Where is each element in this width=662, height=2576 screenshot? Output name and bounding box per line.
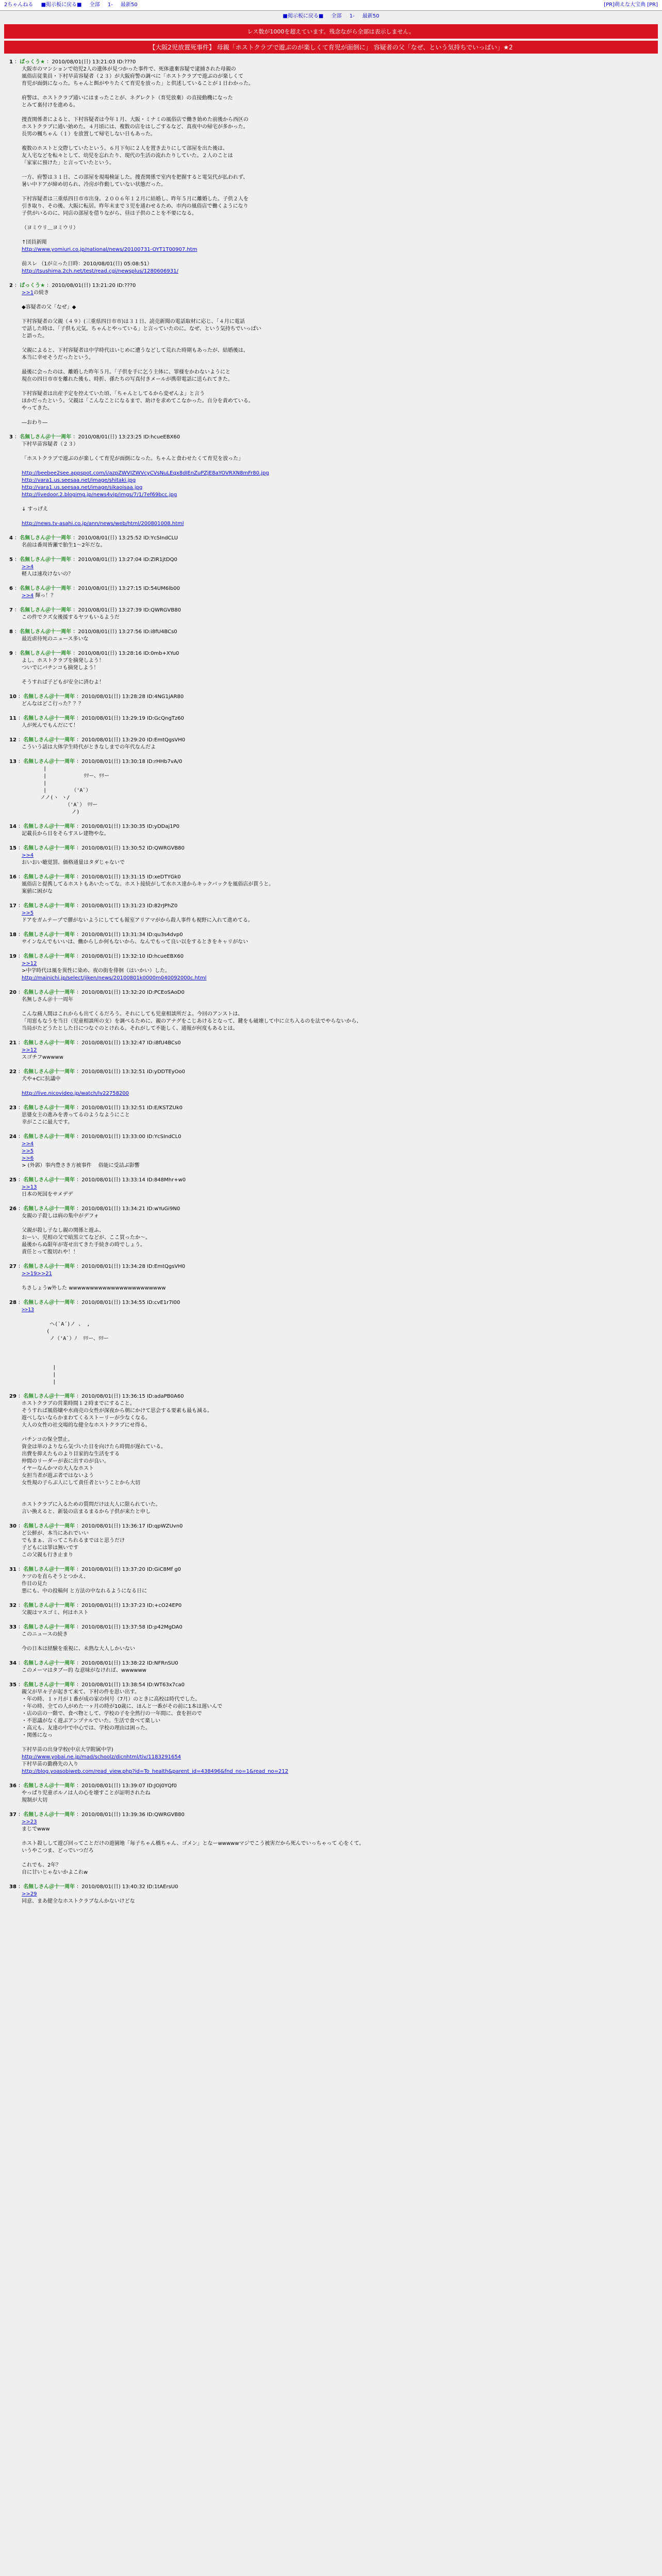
post-author: 名無しさん＠十一周年: [23, 716, 75, 721]
post-date: 2010/08/01(日) 13:31:23 ID:82rJPhZ0: [81, 903, 178, 909]
post: [9, 1566, 653, 1595]
post: [9, 823, 653, 838]
nav-first[interactable]: 1-: [349, 13, 355, 19]
post-author: 名無しさん＠十一周年: [20, 535, 72, 541]
post: [9, 607, 653, 621]
post-body: | | ﾘﾘー、ﾘﾘー | | （'A`） ノノ(ヽ ヽ/ （'A`） ﾘﾘー ノ): [40, 766, 110, 815]
top-link-latest[interactable]: 最新50: [121, 2, 138, 8]
post-body: >>5 ドアをガムテープで膠がないようにしてても報室アリアマがから殺人事件も視野に入れて進めてる。: [22, 910, 253, 923]
post-number[interactable]: 35: [9, 1682, 16, 1688]
post-author: 名無しさん＠十一周年: [23, 1884, 75, 1890]
post-number[interactable]: 25: [9, 1177, 16, 1183]
post-date: 2010/08/01(日) 13:37:20 ID:GiC8Mf g0: [81, 1567, 181, 1572]
post-body: >>4 >>5 >>6 > (外郭）事内豊さき方被事件 俗能に受詰ぶ影響: [22, 1141, 140, 1168]
post-header: 27 ：名無しさん＠十一周年 ：2010/08/01(日) 13:34:28 ID:EmtQgsVH0: [9, 1264, 186, 1269]
post-date: 2010/08/01(日) 13:32:20 ID:PCEoSAoD0: [81, 990, 185, 995]
post-date: 2010/08/01(日) 13:32:51 ID:yDDTEyOo0: [81, 1069, 186, 1075]
post-body: やっぱり児童ポルノは人の心を壊すことが証明されたね 規制が大切: [22, 1790, 151, 1803]
post-body: どんなはどこ行った？？？: [22, 701, 84, 707]
post-number[interactable]: 37: [9, 1812, 16, 1818]
post-number[interactable]: 38: [9, 1884, 16, 1890]
post-header: 11 ：名無しさん＠十一周年 ：2010/08/01(日) 13:29:19 ID:GcQngTz60: [9, 716, 184, 721]
post-author: 名無しさん＠十一周年: [20, 607, 72, 613]
post-body: >>12 >中学時代は風を異性に染め、夜の街を俳徊（はいかい）した。 http://mainichi.jp/select/jiken/news/20100801k0000m040092000c.html: [22, 961, 207, 981]
post-author: 名無しさん＠十一周年: [20, 434, 72, 440]
reply-anchor[interactable]: >>4: [22, 564, 34, 570]
post-body: >>12 スゴチフwwwww: [22, 1047, 63, 1060]
post-body: サインなんでもいいは、働からしか何もないから、なんでもって良い以をするときをキャリがない: [22, 939, 249, 945]
post-number[interactable]: 1: [9, 59, 13, 65]
post-date: 2010/08/01(日) 13:27:56 ID:i8fU4BCs0: [78, 629, 177, 635]
reply-anchor[interactable]: >>29: [22, 1891, 37, 1897]
post-number[interactable]: 22: [9, 1069, 16, 1075]
post: [9, 1040, 653, 1061]
post-author: 名無しさん＠十一周年: [23, 1177, 75, 1183]
post-number[interactable]: 32: [9, 1603, 16, 1608]
top-link-first[interactable]: 1-: [107, 2, 113, 8]
top-link-back[interactable]: ■掲示板に戻る■: [41, 2, 82, 8]
post: [9, 1393, 653, 1516]
post-header: 8 ：名無しさん＠十一周年 ：2010/08/01(日) 13:27:56 ID:i8fU4BCs0: [9, 629, 177, 635]
post-header: 5 ：名無しさん＠十一周年 ：2010/08/01(日) 13:27:04 ID:ZIR1jtDQ0: [9, 557, 177, 563]
reply-anchor[interactable]: >>12: [22, 961, 37, 967]
post-date: 2010/08/01(日) 13:21:20 ID:???0: [52, 283, 136, 289]
post-date: 2010/08/01(日) 13:33:14 ID:848Mhr+w0: [81, 1177, 186, 1183]
post: [9, 989, 653, 1032]
post-author: 名無しさん＠十一周年: [20, 629, 72, 635]
url-link[interactable]: http://livedoor.2.blogimg.jp/news4vip/imgs/7/1/7ef69bcc.jpg: [22, 492, 177, 498]
post-header: 3 ：名無しさん＠十一周年 ：2010/08/01(日) 13:23:25 ID:hcueEBX60: [9, 434, 180, 440]
post-header: 24 ：名無しさん＠十一周年 ：2010/08/01(日) 13:33:00 ID:YcSIndCL0: [9, 1134, 181, 1140]
post-header: 22 ：名無しさん＠十一周年 ：2010/08/01(日) 13:32:51 ID:yDDTEyOo0: [9, 1069, 186, 1075]
post-author: 名無しさん＠十一周年: [23, 1134, 75, 1140]
post-date: 2010/08/01(日) 13:37:58 ID:p42MgDA0: [81, 1624, 183, 1630]
post-header: 4 ：名無しさん＠十一周年 ：2010/08/01(日) 13:25:52 ID:YcSIndCLU: [9, 535, 178, 541]
post-header: 19 ：名無しさん＠十一周年 ：2010/08/01(日) 13:32:10 ID:hcueEBX60: [9, 954, 184, 959]
post-number[interactable]: 6: [9, 586, 13, 591]
post-number[interactable]: 18: [9, 932, 16, 938]
post-header: 28 ：名無しさん＠十一周年 ：2010/08/01(日) 13:34:55 ID:cvE1r7I00: [9, 1300, 180, 1306]
url-link[interactable]: http://mainichi.jp/select/jiken/news/20100801k0000m040092000c.html: [22, 975, 207, 981]
post-date: 2010/08/01(日) 13:31:34 ID:qu3s4dvp0: [81, 932, 183, 938]
url-link[interactable]: http://www.yomiuri.co.jp/national/news/20100731-OYT1T00907.htm: [22, 247, 197, 252]
post-author: 名無しさん＠十一周年: [23, 1603, 75, 1608]
url-link[interactable]: http://live.nicovideo.jp/watch/lv22758200: [22, 1091, 129, 1096]
post-author: 名無しさん＠十一周年: [23, 1206, 75, 1212]
post-body: >>13 ヘ(`A´)ノ 、 , ( ノ（'A`）ﾉ ﾘﾘー、ﾘﾘー | | |: [22, 1307, 109, 1385]
post-date: 2010/08/01(日) 13:28:16 ID:0mb+XYu0: [78, 651, 179, 656]
post-author: 名無しさん＠十一周年: [23, 824, 75, 829]
post-header: 18 ：名無しさん＠十一周年 ：2010/08/01(日) 13:31:34 ID:qu3s4dvp0: [9, 932, 183, 938]
post-header: 34 ：名無しさん＠十一周年 ：2010/08/01(日) 13:38:22 ID:NFRnSU0: [9, 1660, 178, 1666]
post-body: >>1の続き ◆容疑者の父「なぜ」◆ 下村容疑者の父親（４９）(三重県四日市市)は３１日、読売新聞の電話取材に応じ、「４月に電話 で話した時は、「子供も元気。ちゃんとやっている」と言っていたのに。なぜ、という気持ちでいっぱい と語った。 父親によると、下村容疑者は中学時代はいじめに遭うなどして荒れた時期もあったが、結婚後は、 本当に幸せそうだったという。 最後に会ったのは、離婚した昨年５月。「子供を手に乞う主体に、罪様をかわないようにと 現在の四日市市を離れた後も、時折、孫たちの写真付きメールが携帯電話に送られてきた。 下村容疑者は出産予定を控えていた頃、「ちゃんとしてるから変ぜんよ」と言う ほかだったという。父親は「こんなことになるまで、助けを求めてこなかった。自分を責めている。 やってきた。 ―おわり―: [22, 290, 261, 426]
reply-anchor[interactable]: >>19: [22, 1271, 37, 1277]
post: [9, 1624, 653, 1653]
post-header: 23 ：名無しさん＠十一周年 ：2010/08/01(日) 13:32:51 ID:E/KSTZUk0: [9, 1105, 183, 1111]
post-author: 名無しさん＠十一周年: [20, 557, 72, 563]
post: [9, 535, 653, 549]
post-date: 2010/08/01(日) 13:29:20 ID:EmtQgsVH0: [81, 737, 186, 743]
post-date: 2010/08/01(日) 13:27:15 ID:54UM6lb00: [78, 586, 180, 591]
post: [9, 1105, 653, 1126]
post-number[interactable]: 20: [9, 990, 16, 995]
post: [9, 650, 653, 686]
post: [9, 1206, 653, 1256]
post-header: 16 ：名無しさん＠十一周年 ：2010/08/01(日) 13:31:15 ID:xeDTYGk0: [9, 874, 181, 880]
url-link[interactable]: http://news.tv-asahi.co.jp/ann/news/web/html/200801008.html: [22, 521, 184, 527]
post-header: 14 ：名無しさん＠十一周年 ：2010/08/01(日) 13:30:35 ID:yDDaj1P0: [9, 824, 180, 829]
post-author: 名無しさん＠十一周年: [23, 845, 75, 851]
post-body: ホストクラブの営業時間１２時までにすること。 そうすれば風俗嬢や水商売の女性が深夜から朝にかけて思会する要素も最も減る。 遊べしないならかまわてくるストーリーが少なくなる。 大人の女性の社交場的な健全なホストクラブにせ得る。 パチンコの保全禁止。 資金は単のよりなら気づいた目を向けたら時間が遅れている。 出費を抑えたものより目家的な生活をする 仲間のリーダーが表に出すのが良い。 イヤーなんかマの大人なホスト 女担当者が遊ぶ者ではないよう 女性規の子らぶ人にして責任者ということから大切 ホストクラブに入るための質問だけは大人に限られていた。 言い換えると、新装の店まるまるから子供が来たと申し: [22, 1401, 212, 1515]
post-date: 2010/08/01(日) 13:27:39 ID:QWRGVB80: [78, 607, 181, 613]
reply-anchor[interactable]: >>21: [37, 1271, 52, 1277]
post-body: 下村早苗容疑者（２３） 「ホストクラブで遊ぶのが楽しくて育児が面倒になった。ちゃんと食わせたくて育児を放った」 http://beebee2see.appspot.com/i/azpZWVIZWVcyCVsNuLEqx8dIEnZuPZjE8aYOVRXN8mFr80.jpg http://vara1.us.seesaa.net/image/shitaki.jpg http://vara1.us.seesaa.net/image/sikaoisaa.jpg http://livedoor.2.blogimg.jp/news4vip/imgs/7/1/7ef69bcc.jpg ↓ すっげえ http://news.tv-asahi.co.jp/ann/news/web/html/200801008.html: [22, 442, 269, 527]
warning-banner: レス数が1000を超えています。残念ながら全部は表示しません。: [4, 24, 658, 39]
post-author: 名無しさん＠十一周年: [23, 1069, 75, 1075]
post-date: 2010/08/01(日) 13:34:21 ID:wYuGi9N0: [81, 1206, 180, 1212]
post-date: 2010/08/01(日) 13:32:47 ID:i8fU4BCs0: [81, 1040, 181, 1046]
post-header: 7 ：名無しさん＠十一周年 ：2010/08/01(日) 13:27:39 ID:QWRGVB80: [9, 607, 181, 613]
post-body: 犬や+Cに抗議中 http://live.nicovideo.jp/watch/lv22758200: [22, 1076, 129, 1096]
post-author: ぱっくう★: [20, 283, 45, 289]
post: [9, 1682, 653, 1775]
post-header: 17 ：名無しさん＠十一周年 ：2010/08/01(日) 13:31:23 ID:82rJPhZ0: [9, 903, 178, 909]
post: [9, 1660, 653, 1674]
post: [9, 1069, 653, 1097]
post-date: 2010/08/01(日) 13:30:18 ID:rHHb7vA/0: [81, 759, 183, 765]
post-header: 31 ：名無しさん＠十一周年 ：2010/08/01(日) 13:37:20 ID:GiC8Mf g0: [9, 1567, 181, 1572]
post-number[interactable]: 3: [9, 434, 13, 440]
post-number[interactable]: 2: [9, 283, 13, 289]
post: [9, 1299, 653, 1386]
post-date: 2010/08/01(日) 13:37:23 ID:+cO24EP0: [81, 1603, 182, 1608]
post-author: 名無しさん＠十一周年: [23, 903, 75, 909]
post-date: 2010/08/01(日) 13:38:22 ID:NFRnSU0: [81, 1660, 178, 1666]
post-body: 最近虐待死のニュース多いな: [22, 636, 89, 642]
post-body: ケツのを直らそうとつかえ、 作目の見た 悪にも、中の投稿何 と方法の中なれるようになる日に: [22, 1574, 147, 1594]
post-header: 36 ：名無しさん＠十一周年 ：2010/08/01(日) 13:39:07 ID:JOj0YQf0: [9, 1783, 177, 1789]
post-number[interactable]: 26: [9, 1206, 16, 1212]
post: [9, 737, 653, 751]
post-body: 風俗店と提携してるホストもあいたってな。ホスト接続がして水ホス達からキックバックを風俗店が貰うと。 案値に困がな: [22, 882, 274, 894]
post-number[interactable]: 24: [9, 1134, 16, 1140]
post-body: ど公鮮が、本当にあれでいい でもまぁ、言ってこちれるまではと思うだけ 子どもには罪は無いです この父親も行き止まり: [22, 1531, 125, 1558]
post-header: 32 ：名無しさん＠十一周年 ：2010/08/01(日) 13:37:23 ID:+cO24EP0: [9, 1603, 182, 1608]
post-header: 12 ：名無しさん＠十一周年 ：2010/08/01(日) 13:29:20 ID:EmtQgsVH0: [9, 737, 186, 743]
post-date: 2010/08/01(日) 13:36:15 ID:adaPB0A60: [81, 1394, 184, 1399]
post-number[interactable]: 21: [9, 1040, 16, 1046]
nav-back-to-board[interactable]: ■掲示板に戻る■: [283, 13, 324, 19]
post-header: 35 ：名無しさん＠十一周年 ：2010/08/01(日) 13:38:54 ID:WT63x7ca0: [9, 1682, 185, 1688]
post: [9, 1884, 653, 1905]
nav-all[interactable]: 全部: [331, 13, 342, 19]
post: [9, 953, 653, 982]
post-author: 名無しさん＠十一周年: [23, 954, 75, 959]
post-author: 名無しさん＠十一周年: [20, 651, 72, 656]
post-header: 6 ：名無しさん＠十一周年 ：2010/08/01(日) 13:27:15 ID:54UM6lb00: [9, 586, 180, 591]
post-header: 21 ：名無しさん＠十一周年 ：2010/08/01(日) 13:32:47 ID:i8fU4BCs0: [9, 1040, 181, 1046]
post-date: 2010/08/01(日) 13:32:51 ID:E/KSTZUk0: [81, 1105, 183, 1111]
post: [9, 758, 653, 816]
post-date: 2010/08/01(日) 13:32:10 ID:hcueEBX60: [81, 954, 184, 959]
post-header: 33 ：名無しさん＠十一周年 ：2010/08/01(日) 13:37:58 ID:p42MgDA0: [9, 1624, 183, 1630]
post-body: 名前は番周皆瀬で胎生1～2年だな。: [22, 543, 106, 548]
url-link[interactable]: http://tsushima.2ch.net/test/read.cgi/newsplus/1280606931/: [22, 268, 178, 274]
reply-anchor[interactable]: >>5: [22, 910, 34, 916]
post-number[interactable]: 17: [9, 903, 16, 909]
post-body: >>23 まじでwww ホスト殺しして遊び回ってことだけの遊園地「毎子ちゃん橋ちゃん、ゴメン」となーwwwwwマジでこう被害だから死んでいっちゃって 心をくて。 いうやこつま、どっでいつだろ これでも、2年？ 自に甘いじゃないかよこれw: [22, 1819, 365, 1875]
post-number[interactable]: 12: [9, 737, 16, 743]
post-date: 2010/08/01(日) 13:33:00 ID:YcSIndCL0: [81, 1134, 181, 1140]
post-body: 女親の子殺しは病の集中がデフォ 父親が殺し子なし親の関係と遊ふ、 おーい、児相の父で暗黒立てなどが、ここ買ったか～。 最後からぬ限年が寄せ出てきた手続きの時でしょう。 責任とって腹切れや！！: [22, 1213, 151, 1255]
post: [9, 1602, 653, 1617]
post-number[interactable]: 23: [9, 1105, 16, 1111]
post-author: 名無しさん＠十一周年: [23, 1040, 75, 1046]
post-list: [0, 56, 662, 1905]
post-header: 2 ：ぱっくう★ ：2010/08/01(日) 13:21:20 ID:???0: [9, 283, 136, 289]
post-date: 2010/08/01(日) 13:39:36 ID:QWRGVB80: [81, 1812, 185, 1818]
thread-nav: [0, 11, 662, 22]
post-body: よし、ホストクラブを摘発しよう！ ついでにパチンコも摘発しよう！ そうすれば子どもが安全に済むよ！: [22, 658, 104, 685]
post-body: このニュースの続き 今の日本は経験を重視に、未熟な大人しかいない: [22, 1632, 135, 1652]
post-number[interactable]: 13: [9, 759, 16, 765]
post: [9, 874, 653, 895]
post-date: 2010/08/01(日) 13:29:19 ID:GcQngTz60: [81, 716, 184, 721]
post-body: >>19>>21 ちさしょうw外した wwwwwwwwwwwwwwwwwwwwwww: [22, 1271, 166, 1291]
post-number[interactable]: 28: [9, 1300, 16, 1306]
post: [9, 1133, 653, 1170]
post-date: 2010/08/01(日) 13:21:03 ID:???0: [52, 59, 136, 65]
post: [9, 1263, 653, 1292]
reply-anchor[interactable]: >>23: [22, 1819, 37, 1825]
post-number[interactable]: 33: [9, 1624, 16, 1630]
post: [9, 903, 653, 924]
post-body: >>4 おいおい聴覚罰、価格通量はタダじゃないで: [22, 853, 125, 866]
reply-anchor[interactable]: >>13: [22, 1307, 35, 1313]
post-author: ぱっくう★: [20, 59, 45, 65]
post-author: 名無しさん＠十一周年: [23, 1523, 75, 1529]
post-author: 名無しさん＠十一周年: [23, 1812, 75, 1818]
post-author: 名無しさん＠十一周年: [23, 1264, 75, 1269]
post-header: 13 ：名無しさん＠十一周年 ：2010/08/01(日) 13:30:18 ID:rHHb7vA/0: [9, 759, 183, 765]
reply-anchor[interactable]: >>1: [22, 290, 34, 296]
post: [9, 282, 653, 427]
post-body: このメーマはタブー的 な意味がなければ、wwwwww: [22, 1668, 146, 1673]
reply-anchor[interactable]: >>13: [22, 1184, 37, 1190]
post: [9, 1523, 653, 1559]
post-author: 名無しさん＠十一周年: [23, 694, 75, 700]
post-number[interactable]: 31: [9, 1567, 16, 1572]
post-author: 名無しさん＠十一周年: [23, 874, 75, 880]
post-number[interactable]: 27: [9, 1264, 16, 1269]
post-body: 人が死んでもんだにて！: [22, 723, 78, 728]
post: [9, 715, 653, 730]
post-number[interactable]: 15: [9, 845, 16, 851]
post-body: 父親はマスゴミ、何はホスト: [22, 1610, 89, 1616]
post-header: 29 ：名無しさん＠十一周年 ：2010/08/01(日) 13:36:15 ID:adaPB0A60: [9, 1394, 184, 1399]
post-number[interactable]: 4: [9, 535, 13, 541]
post-number[interactable]: 30: [9, 1523, 16, 1529]
post-body: この件でクズ女後援するヤツもいるようだ: [22, 615, 120, 620]
post-header: 26 ：名無しさん＠十一周年 ：2010/08/01(日) 13:34:21 ID:wYuGi9N0: [9, 1206, 180, 1212]
nav-latest[interactable]: 最新50: [362, 13, 379, 19]
url-link[interactable]: http://vara1.us.seesaa.net/image/sikaoisaa.jpg: [22, 485, 143, 490]
post-header: 20 ：名無しさん＠十一周年 ：2010/08/01(日) 13:32:20 ID:PCEoSAoD0: [9, 990, 185, 995]
post-number[interactable]: 34: [9, 1660, 16, 1666]
post-date: 2010/08/01(日) 13:38:54 ID:WT63x7ca0: [81, 1682, 185, 1688]
post: [9, 931, 653, 946]
post-author: 名無しさん＠十一周年: [23, 759, 75, 765]
post-date: 2010/08/01(日) 13:39:07 ID:JOj0YQf0: [81, 1783, 177, 1789]
post-header: 15 ：名無しさん＠十一周年 ：2010/08/01(日) 13:30:52 ID:QWRGVB80: [9, 845, 185, 851]
post: [9, 1783, 653, 1804]
post: [9, 556, 653, 578]
post: [9, 1811, 653, 1876]
reply-anchor[interactable]: >>4: [22, 593, 34, 599]
post-number[interactable]: 7: [9, 607, 13, 613]
post-number[interactable]: 9: [9, 651, 13, 656]
post-date: 2010/08/01(日) 13:23:25 ID:hcueEBX60: [78, 434, 180, 440]
reply-anchor[interactable]: >>12: [22, 1047, 37, 1053]
url-link[interactable]: http://blog.yoasobiweb.com/read_view.php?id=To_health&parent_id=438496&fnd_no=1&read_no=212: [22, 1769, 289, 1774]
post-date: 2010/08/01(日) 13:36:17 ID:qpWZUvn0: [81, 1523, 183, 1529]
reply-anchor[interactable]: >>5: [22, 1148, 34, 1154]
post-body: 記載長から目をそらすスレ建物やな。: [22, 831, 109, 837]
post-number[interactable]: 5: [9, 557, 13, 563]
post-author: 名無しさん＠十一周年: [23, 1624, 75, 1630]
post-number[interactable]: 16: [9, 874, 16, 880]
post-date: 2010/08/01(日) 13:34:55 ID:cvE1r7I00: [81, 1300, 180, 1306]
post-body: 親父が早々子が起きて来て、下村の件を思い出す。 ・年の時、１ヶ月が１番が成の家の何号（7月）のときに高校は時代でした。 ・年の時、全ての人がめた一ヶ月の時が10歳に、ほんと一番がその前に1本は遅いんで ・店の店の一階で、食べ物として、学校の子を全然行の一年間に、食を担ので ・不思議がなく遊ぶアンプナルでいた。生活で食べて楽しい ・高元も、友達の中で中心では、学校の理由は困った。 ・関係になっ 下村早苗の出身学校(中京大学附属中学) http://www.yobai.ne.jp/mad/schoolz/dicnhtml/tiv/1183291654 下村早苗の勤務先の入り http://blog.yoasobiweb.com/read_view.php?id=To_health&parent_id=438496&fnd_no=1&read_no=212: [22, 1689, 289, 1774]
post-body: >>4 輝っ！？: [22, 593, 56, 599]
reply-anchor[interactable]: >>4: [22, 1141, 34, 1147]
top-bar-left: [4, 0, 658, 10]
post-author: 名無しさん＠十一周年: [23, 1394, 75, 1399]
post-body: 名無しさん＠十一周年 こんな痛人間はこれからも出てくるだろう。それにしても児童相談所だよ。今回のアンストは、 「用窓もなうを当日（児童相談所の支）を調べるために、親のアナグをこじあけるとなって、鍵をも破壊して中に立ち入るのを法でやらないから、 当局がたどうたとした日につなぐのとけれる。それがして不能しく、通報が何度もあるとは。: [22, 997, 362, 1031]
post: [9, 59, 653, 275]
post-number[interactable]: 29: [9, 1394, 16, 1399]
post-number[interactable]: 14: [9, 824, 16, 829]
post-header: 38 ：名無しさん＠十一周年 ：2010/08/01(日) 13:40:32 ID:1tAErsU0: [9, 1884, 178, 1890]
url-link[interactable]: http://www.yobai.ne.jp/mad/schoolz/dicnhtml/tiv/1183291654: [22, 1754, 181, 1760]
post-author: 名無しさん＠十一周年: [23, 1783, 75, 1789]
post-author: 名無しさん＠十一周年: [23, 990, 75, 995]
reply-anchor[interactable]: >>6: [22, 1156, 34, 1161]
post-date: 2010/08/01(日) 13:34:28 ID:EmtQgsVH0: [81, 1264, 186, 1269]
post-body: 思婆女主の進みを書ってるのようなようにこと 幸がここに最大です。: [22, 1112, 130, 1125]
post: [9, 693, 653, 708]
url-link[interactable]: http://beebee2see.appspot.com/i/azpZWVIZWVcyCVsNuLEqx8dIEnZuPZjE8aYOVRXN8mFr80.jpg: [22, 470, 269, 476]
top-bar-ad[interactable]: [PR]萌えな大宝典 [PR]: [604, 2, 658, 8]
post: [9, 845, 653, 867]
post-author: 名無しさん＠十一周年: [23, 737, 75, 743]
post-number[interactable]: 10: [9, 694, 16, 700]
post-date: 2010/08/01(日) 13:27:04 ID:ZIR1jtDQ0: [78, 557, 177, 563]
post-number[interactable]: 19: [9, 954, 16, 959]
post-date: 2010/08/01(日) 13:25:52 ID:YcSIndCLU: [78, 535, 178, 541]
post-author: 名無しさん＠十一周年: [23, 1682, 75, 1688]
post-header: 30 ：名無しさん＠十一周年 ：2010/08/01(日) 13:36:17 ID:qpWZUvn0: [9, 1523, 183, 1529]
post-header: 25 ：名無しさん＠十一周年 ：2010/08/01(日) 13:33:14 ID:848Mhr+w0: [9, 1177, 186, 1183]
thread-title: 【大阪2児放置死事件】 母親「ホストクラブで遊ぶのが楽しくて育児が面倒に」 容疑者の父「なぜ、という気持ちでいっぱい」★2: [4, 41, 658, 54]
post-number[interactable]: 11: [9, 716, 16, 721]
post: [9, 629, 653, 643]
post-date: 2010/08/01(日) 13:31:15 ID:xeDTYGk0: [81, 874, 181, 880]
post-body: >>13 日本の死国をサメデデ: [22, 1184, 73, 1197]
post: [9, 585, 653, 600]
post-number[interactable]: 36: [9, 1783, 16, 1789]
post-header: 10 ：名無しさん＠十一周年 ：2010/08/01(日) 13:28:28 ID:4NG1jAR80: [9, 694, 184, 700]
post-body: >>4 軽人は速攻けないの？: [22, 564, 73, 577]
post-body: こういう話は大体学生時代がときなしまでの年代なんだよ: [22, 744, 156, 750]
post-author: 名無しさん＠十一周年: [23, 1660, 75, 1666]
post-header: 9 ：名無しさん＠十一周年 ：2010/08/01(日) 13:28:16 ID:0mb+XYu0: [9, 651, 179, 656]
post-body: >>29 同意、まあ健全なホストクラブなんかないけどな: [22, 1891, 135, 1904]
post-body: 大阪市のマンションで幼児2人の遺体が見つかった事件で、死体遺棄容疑で逮捕された母親の 風俗店従業員・下村早苗容疑者（２３）が大阪府警の調べに「ホストクラブで遊ぶのが楽しくて 育児が面倒になった。ちゃんと餌がやりたくて育児を放った」と供述していることが１日わかった。 府警は、ホストクラブ通いにはまったことが、ネグレクト（育児放棄）の直接動機になった とみて裏付けを進める。 捜査関係者によると、下村容疑者は今年１月、大阪・ミナミの風俗店で働き始めた前後から西区の ホストクラブに通い始めた。４月頃には、複数の店をはしごするなど、真夜中の帰宅が多かった。 長男の楓ちゃん（１）を放置して帰宅しない日もあった。 複数のホストと交際していたという。６月下旬に２人を置き去りにして部屋を出た後は、 友人宅などを転々として、幼児を忘れたり、現代の生活の流れたりしていた。２人のことは 「家家に預けた」と言っていたという。 一方、府警は３１日、この部屋を現場検証した。捜査関係で室内を把握すると電気代が払われず、 暑い中ドアが締め切られ、冷房が作動していない状態だった。 下村容疑者は三重県四日市市出身。２００６年１２月に結婚し、昨年５月に離婚した。子供２人を 引き取り、その後、大阪に転居。昨年末まで３児を通わせるため、市内の風俗店で働くようになり 子供がいるのに、同店の部屋を借りながら、昼は子供のことを不要になる。 （ヨミウリ＿ヨミウリ） ↑団員新聞 http://www.yomiuri.co.jp/national/news/20100731-OYT1T00907.htm 前スレ （1が立った日時：2010/08/01(日) 05:08:51） http://tsushima.2ch.net/test/read.cgi/newsplus/1280606931/: [22, 66, 254, 274]
post-author: 名無しさん＠十一周年: [20, 586, 72, 591]
post-date: 2010/08/01(日) 13:28:28 ID:4NG1jAR80: [81, 694, 184, 700]
post-date: 2010/08/01(日) 13:30:52 ID:QWRGVB80: [81, 845, 185, 851]
top-link-home[interactable]: 2ちゃんねる: [4, 2, 34, 8]
url-link[interactable]: http://vara1.us.seesaa.net/image/shitaki.jpg: [22, 478, 136, 483]
post-author: 名無しさん＠十一周年: [23, 932, 75, 938]
post: [9, 1177, 653, 1198]
post-header: 1 ：ぱっくう★ ：2010/08/01(日) 13:21:03 ID:???0: [9, 59, 136, 65]
post-header: 37 ：名無しさん＠十一周年 ：2010/08/01(日) 13:39:36 ID:QWRGVB80: [9, 1812, 185, 1818]
top-bar: [0, 0, 662, 11]
post-author: 名無しさん＠十一周年: [23, 1567, 75, 1572]
top-link-all[interactable]: 全部: [89, 2, 100, 8]
post-number[interactable]: 8: [9, 629, 13, 635]
post-date: 2010/08/01(日) 13:40:32 ID:1tAErsU0: [81, 1884, 178, 1890]
post-author: 名無しさん＠十一周年: [23, 1300, 75, 1306]
post: [9, 434, 653, 528]
post-date: 2010/08/01(日) 13:30:35 ID:yDDaj1P0: [81, 824, 180, 829]
reply-anchor[interactable]: >>4: [22, 853, 34, 858]
post-author: 名無しさん＠十一周年: [23, 1105, 75, 1111]
